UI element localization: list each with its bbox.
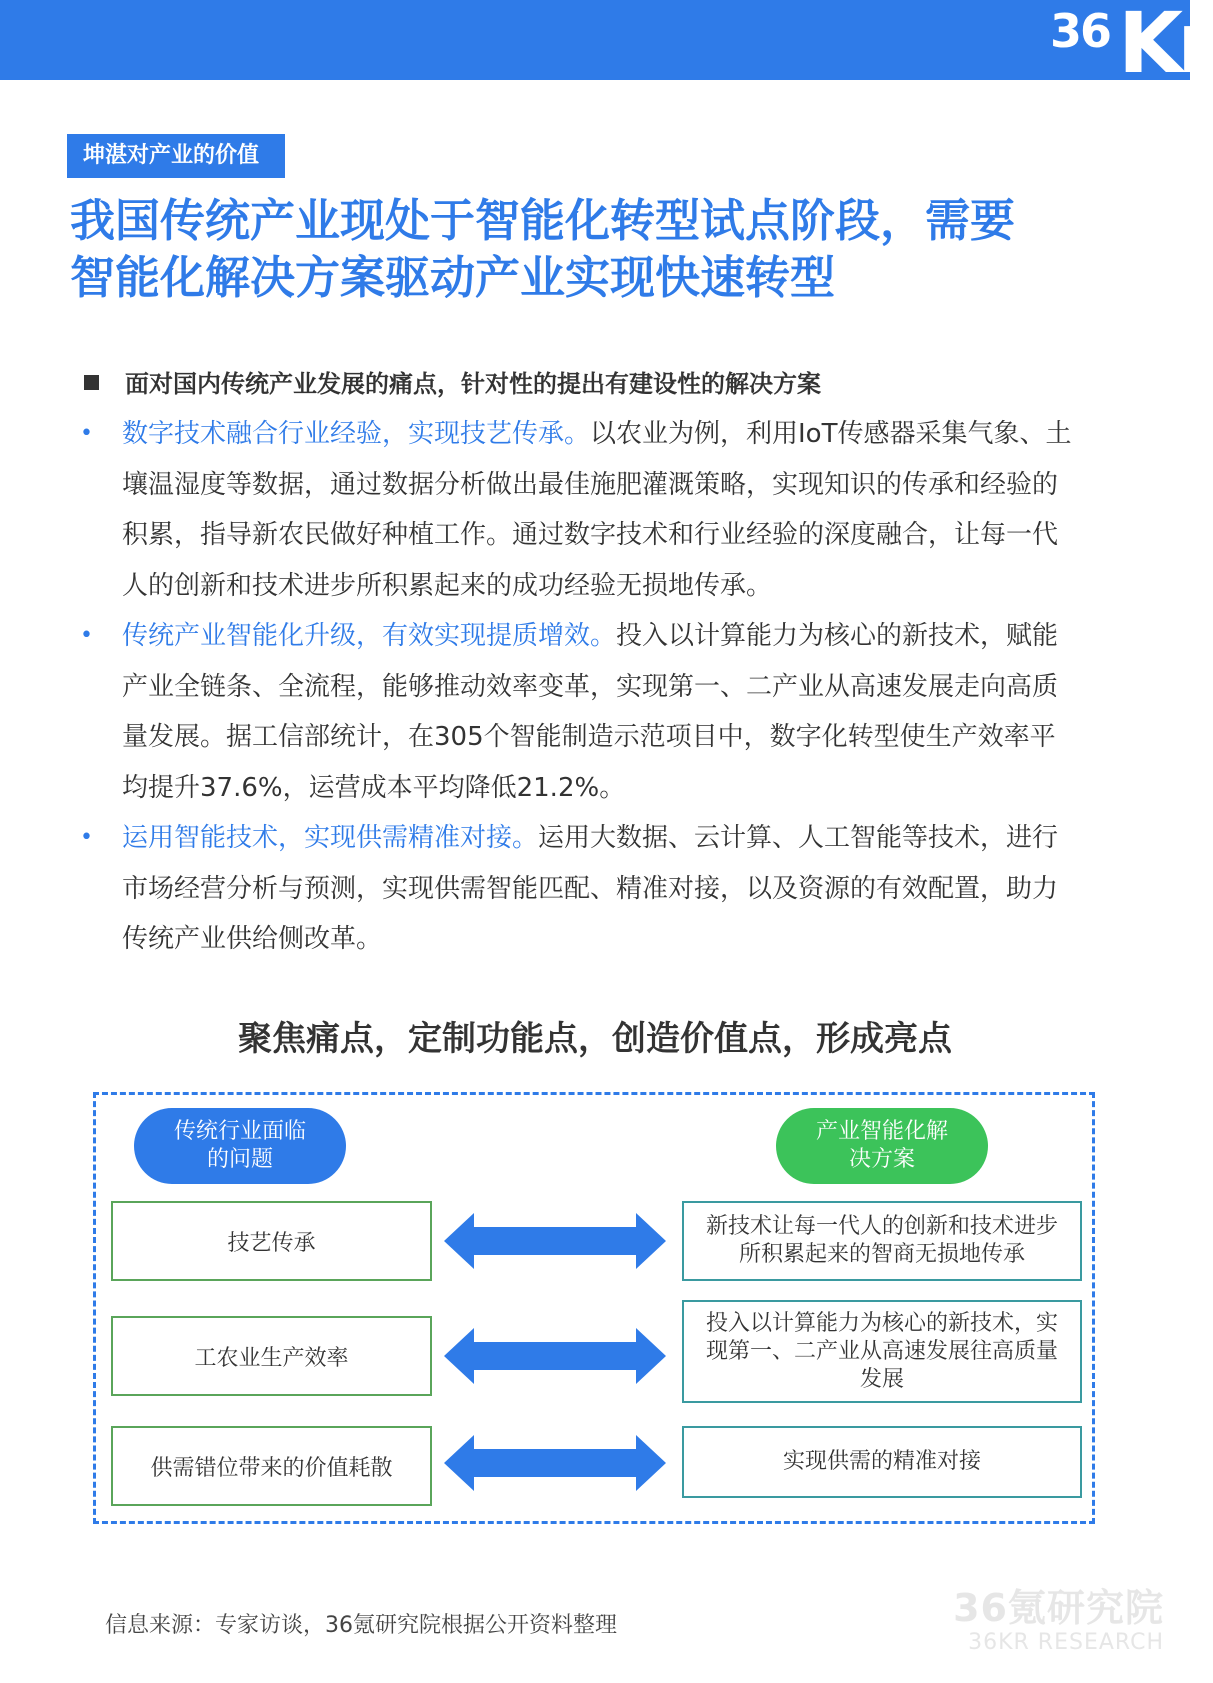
double-arrow-icon xyxy=(444,1213,666,1269)
top-banner xyxy=(0,0,1190,80)
watermark xyxy=(953,1586,1164,1656)
watermark-en: 36KR RESEARCH xyxy=(968,1630,1164,1655)
bullet-item xyxy=(80,813,1080,965)
double-arrow-icon xyxy=(444,1328,666,1384)
problem-box: 工农业生产效率 xyxy=(111,1316,432,1396)
solutions-header: 产业智能化解决方案 xyxy=(776,1108,988,1184)
page-title-line2: 智能化解决方案驱动产业实现快速转型 xyxy=(70,251,836,304)
bullet-text: 运用大数据、云计算、人工智能等技术，进行市场经营分析与预测，实现供需智能匹配、精准对接，以及资源的有效配置，助力传统产业供给侧改革。 xyxy=(122,823,1059,954)
problem-box: 技艺传承 xyxy=(111,1201,432,1281)
section-tag: 坤湛对产业的价值 xyxy=(67,134,285,178)
bullet-highlight: 传统产业智能化升级，有效实现提质增效。 xyxy=(122,621,617,651)
page-title xyxy=(70,192,1130,306)
logo-letters: Kr xyxy=(1118,0,1213,92)
source-note: 信息来源：专家访谈，36氪研究院根据公开资料整理 xyxy=(105,1613,617,1638)
solution-box: 投入以计算能力为核心的新技术，实现第一、二产业从高速发展往高质量发展 xyxy=(682,1300,1082,1403)
solution-box: 实现供需的精准对接 xyxy=(682,1426,1082,1498)
solution-box: 新技术让每一代人的创新和技术进步所积累起来的智商无损地传承 xyxy=(682,1201,1082,1281)
problem-box: 供需错位带来的价值耗散 xyxy=(111,1426,432,1506)
brand-logo xyxy=(1040,0,1213,92)
bullet-highlight: 运用智能技术，实现供需精准对接。 xyxy=(122,823,539,853)
bullet-dot-icon: • xyxy=(80,421,93,446)
sub-heading-text: 面对国内传统产业发展的痛点，针对性的提出有建设性的解决方案 xyxy=(125,370,821,398)
bullet-text: 以农业为例，利用IoT传感器采集气象、土壤温湿度等数据，通过数据分析做出最佳施肥灌溉策略，实现知识的传承和经验的积累，指导新农民做好种植工作。通过数字技术和行业经验的深度融合，让每一代人的创新和技术进步所积累起来的成功经验无损地传承。 xyxy=(122,419,1072,601)
diagram-title: 聚焦痛点，定制功能点，创造价值点，形成亮点 xyxy=(238,1019,952,1059)
double-arrow-icon xyxy=(444,1435,666,1491)
bullet-item xyxy=(80,409,1080,611)
bullet-item xyxy=(80,611,1080,813)
bullet-dot-icon: • xyxy=(80,825,93,850)
bullet-dot-icon: • xyxy=(80,623,93,648)
page-title-line1: 我国传统产业现处于智能化转型试点阶段，需要 xyxy=(70,194,1016,247)
logo-number: 36 xyxy=(1050,4,1111,58)
bullet-highlight: 数字技术融合行业经验，实现技艺传承。 xyxy=(122,419,591,449)
bullet-text: 投入以计算能力为核心的新技术，赋能产业全链条、全流程，能够推动效率变革，实现第一、二产业从高速发展走向高质量发展。据工信部统计，在305个智能制造示范项目中，数字化转型使生产效率平均提升37.6%，运营成本平均降低21.2%。 xyxy=(122,621,1059,803)
problems-header: 传统行业面临的问题 xyxy=(134,1108,346,1184)
watermark-cn: 36氪研究院 xyxy=(953,1586,1164,1630)
square-bullet-icon xyxy=(84,375,99,390)
sub-heading xyxy=(84,364,821,404)
